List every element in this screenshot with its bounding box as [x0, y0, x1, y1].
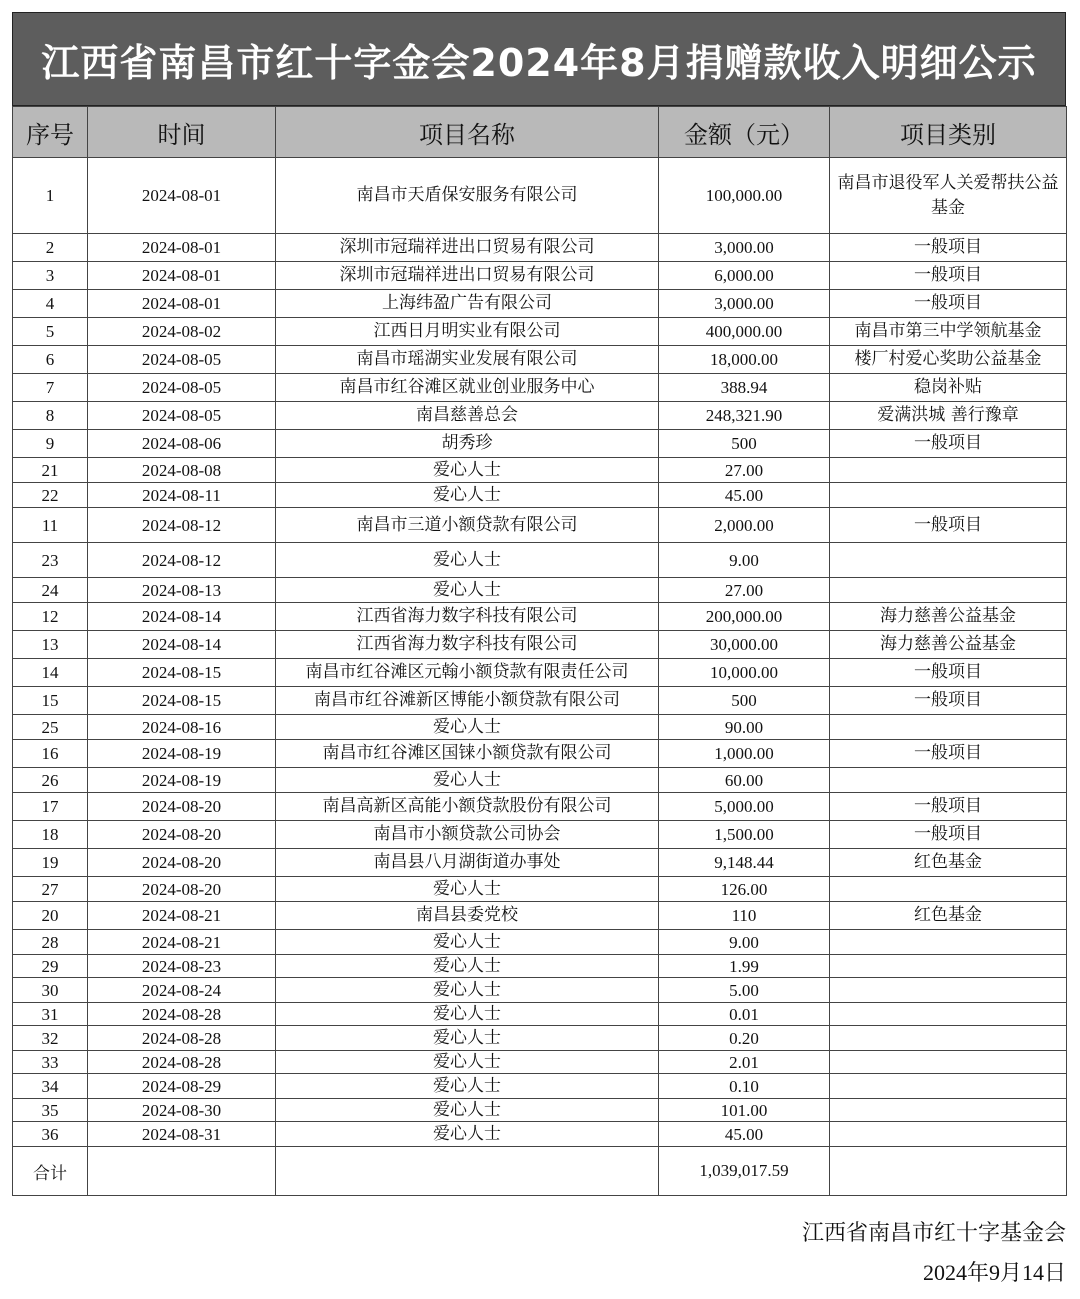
- cell-amount: 3,000.00: [659, 234, 830, 262]
- cell-amount: 5.00: [659, 978, 830, 1003]
- cell-seq: 25: [13, 715, 88, 740]
- cell-name: 南昌市小额贷款公司协会: [276, 821, 659, 849]
- donation-table: [12, 106, 1067, 1196]
- cell-amount: 110: [659, 902, 830, 930]
- cell-name: 爱心人士: [276, 483, 659, 508]
- table-row: [13, 631, 1067, 659]
- cell-category: 一般项目: [830, 234, 1067, 262]
- table-row: [13, 346, 1067, 374]
- table-row: [13, 158, 1067, 234]
- cell-seq: 35: [13, 1099, 88, 1122]
- cell-date: 2024-08-20: [88, 821, 276, 849]
- table-body: [13, 158, 1067, 1147]
- cell-seq: 4: [13, 290, 88, 318]
- cell-name: 爱心人士: [276, 1099, 659, 1122]
- table-row: [13, 793, 1067, 821]
- cell-name: 爱心人士: [276, 1074, 659, 1099]
- cell-category: 一般项目: [830, 262, 1067, 290]
- cell-seq: 14: [13, 659, 88, 687]
- table-row: [13, 849, 1067, 877]
- table-row: [13, 659, 1067, 687]
- cell-amount: 45.00: [659, 483, 830, 508]
- cell-seq: 20: [13, 902, 88, 930]
- cell-name: 南昌市红谷滩新区博能小额贷款有限公司: [276, 687, 659, 715]
- cell-date: 2024-08-28: [88, 1051, 276, 1074]
- cell-category: 海力慈善公益基金: [830, 603, 1067, 631]
- cell-amount: 5,000.00: [659, 793, 830, 821]
- cell-name: 深圳市冠瑞祥进出口贸易有限公司: [276, 234, 659, 262]
- cell-date: 2024-08-29: [88, 1074, 276, 1099]
- cell-name: 爱心人士: [276, 978, 659, 1003]
- cell-amount: 30,000.00: [659, 631, 830, 659]
- cell-amount: 200,000.00: [659, 603, 830, 631]
- cell-amount: 248,321.90: [659, 402, 830, 430]
- total-row: [13, 1147, 1067, 1196]
- table-row: [13, 687, 1067, 715]
- cell-category: [830, 543, 1067, 578]
- cell-seq: 12: [13, 603, 88, 631]
- cell-name: 南昌县委党校: [276, 902, 659, 930]
- cell-date: 2024-08-15: [88, 687, 276, 715]
- cell-seq: 19: [13, 849, 88, 877]
- table-row: [13, 877, 1067, 902]
- cell-name: 爱心人士: [276, 1003, 659, 1026]
- cell-date: 2024-08-01: [88, 158, 276, 234]
- cell-date: 2024-08-13: [88, 578, 276, 603]
- cell-name: 南昌市红谷滩区元翰小额贷款有限责任公司: [276, 659, 659, 687]
- cell-category: 一般项目: [830, 430, 1067, 458]
- cell-name: 爱心人士: [276, 543, 659, 578]
- page-title: 江西省南昌市红十字金会2024年8月捐赠款收入明细公示: [12, 12, 1066, 106]
- cell-amount: 1,000.00: [659, 740, 830, 768]
- cell-name: 江西省海力数字科技有限公司: [276, 603, 659, 631]
- cell-seq: 2: [13, 234, 88, 262]
- cell-name: 江西日月明实业有限公司: [276, 318, 659, 346]
- cell-category: 稳岗补贴: [830, 374, 1067, 402]
- table-row: [13, 262, 1067, 290]
- cell-seq: 6: [13, 346, 88, 374]
- cell-category: 海力慈善公益基金: [830, 631, 1067, 659]
- cell-date: 2024-08-05: [88, 374, 276, 402]
- cell-amount: 10,000.00: [659, 659, 830, 687]
- cell-amount: 100,000.00: [659, 158, 830, 234]
- cell-category: [830, 978, 1067, 1003]
- cell-category: [830, 578, 1067, 603]
- table-row: [13, 768, 1067, 793]
- cell-amount: 500: [659, 430, 830, 458]
- cell-amount: 1,500.00: [659, 821, 830, 849]
- table-row: [13, 902, 1067, 930]
- total-empty-date: [88, 1147, 276, 1196]
- cell-seq: 21: [13, 458, 88, 483]
- cell-seq: 16: [13, 740, 88, 768]
- cell-amount: 3,000.00: [659, 290, 830, 318]
- cell-date: 2024-08-06: [88, 430, 276, 458]
- header-category: 项目类别: [830, 107, 1067, 158]
- cell-amount: 27.00: [659, 458, 830, 483]
- cell-name: 上海纬盈广告有限公司: [276, 290, 659, 318]
- cell-date: 2024-08-01: [88, 262, 276, 290]
- table-row: [13, 715, 1067, 740]
- cell-date: 2024-08-24: [88, 978, 276, 1003]
- cell-date: 2024-08-21: [88, 902, 276, 930]
- table-row: [13, 578, 1067, 603]
- cell-seq: 15: [13, 687, 88, 715]
- table-row: [13, 430, 1067, 458]
- header-date: 时间: [88, 107, 276, 158]
- cell-date: 2024-08-12: [88, 508, 276, 543]
- table-row: [13, 1026, 1067, 1051]
- cell-seq: 29: [13, 955, 88, 978]
- cell-amount: 388.94: [659, 374, 830, 402]
- cell-name: 南昌高新区高能小额贷款股份有限公司: [276, 793, 659, 821]
- cell-seq: 33: [13, 1051, 88, 1074]
- cell-seq: 36: [13, 1122, 88, 1147]
- cell-seq: 5: [13, 318, 88, 346]
- cell-seq: 13: [13, 631, 88, 659]
- cell-category: 一般项目: [830, 659, 1067, 687]
- cell-name: 爱心人士: [276, 578, 659, 603]
- cell-name: 爱心人士: [276, 930, 659, 955]
- cell-amount: 500: [659, 687, 830, 715]
- cell-amount: 0.20: [659, 1026, 830, 1051]
- cell-name: 爱心人士: [276, 1122, 659, 1147]
- cell-category: 一般项目: [830, 687, 1067, 715]
- cell-date: 2024-08-12: [88, 543, 276, 578]
- table-row: [13, 1074, 1067, 1099]
- cell-name: 爱心人士: [276, 458, 659, 483]
- cell-date: 2024-08-16: [88, 715, 276, 740]
- cell-date: 2024-08-02: [88, 318, 276, 346]
- cell-name: 江西省海力数字科技有限公司: [276, 631, 659, 659]
- cell-name: 南昌市红谷滩区国铼小额贷款有限公司: [276, 740, 659, 768]
- table-row: [13, 483, 1067, 508]
- table-row: [13, 1051, 1067, 1074]
- table-row: [13, 290, 1067, 318]
- cell-date: 2024-08-19: [88, 768, 276, 793]
- cell-category: [830, 458, 1067, 483]
- table-row: [13, 821, 1067, 849]
- cell-category: 红色基金: [830, 902, 1067, 930]
- cell-date: 2024-08-05: [88, 346, 276, 374]
- cell-name: 南昌市天盾保安服务有限公司: [276, 158, 659, 234]
- table-row: [13, 508, 1067, 543]
- table-row: [13, 740, 1067, 768]
- cell-amount: 9.00: [659, 543, 830, 578]
- footer-organization: 江西省南昌市红十字基金会: [801, 1221, 1066, 1246]
- cell-amount: 60.00: [659, 768, 830, 793]
- cell-date: 2024-08-01: [88, 290, 276, 318]
- cell-category: [830, 1074, 1067, 1099]
- cell-category: [830, 1051, 1067, 1074]
- table-row: [13, 402, 1067, 430]
- cell-seq: 18: [13, 821, 88, 849]
- cell-seq: 23: [13, 543, 88, 578]
- cell-amount: 126.00: [659, 877, 830, 902]
- cell-seq: 28: [13, 930, 88, 955]
- cell-amount: 27.00: [659, 578, 830, 603]
- cell-date: 2024-08-20: [88, 849, 276, 877]
- cell-category: [830, 768, 1067, 793]
- cell-seq: 22: [13, 483, 88, 508]
- cell-name: 南昌慈善总会: [276, 402, 659, 430]
- header-name: 项目名称: [276, 107, 659, 158]
- cell-amount: 2,000.00: [659, 508, 830, 543]
- header-amount: 金额（元）: [659, 107, 830, 158]
- cell-category: 南昌市第三中学领航基金: [830, 318, 1067, 346]
- cell-seq: 26: [13, 768, 88, 793]
- cell-date: 2024-08-11: [88, 483, 276, 508]
- cell-category: 楼厂村爱心奖助公益基金: [830, 346, 1067, 374]
- cell-seq: 1: [13, 158, 88, 234]
- cell-date: 2024-08-20: [88, 793, 276, 821]
- cell-date: 2024-08-28: [88, 1003, 276, 1026]
- cell-date: 2024-08-14: [88, 603, 276, 631]
- cell-name: 爱心人士: [276, 768, 659, 793]
- cell-date: 2024-08-19: [88, 740, 276, 768]
- cell-date: 2024-08-14: [88, 631, 276, 659]
- cell-seq: 7: [13, 374, 88, 402]
- cell-amount: 9,148.44: [659, 849, 830, 877]
- cell-name: 南昌市瑶湖实业发展有限公司: [276, 346, 659, 374]
- cell-date: 2024-08-20: [88, 877, 276, 902]
- total-amount: 1,039,017.59: [659, 1147, 830, 1196]
- cell-category: 红色基金: [830, 849, 1067, 877]
- cell-date: 2024-08-15: [88, 659, 276, 687]
- table-row: [13, 1122, 1067, 1147]
- cell-seq: 11: [13, 508, 88, 543]
- table-row: [13, 1099, 1067, 1122]
- cell-name: 爱心人士: [276, 955, 659, 978]
- cell-category: [830, 930, 1067, 955]
- cell-seq: 31: [13, 1003, 88, 1026]
- table-row: [13, 978, 1067, 1003]
- cell-amount: 6,000.00: [659, 262, 830, 290]
- cell-name: 爱心人士: [276, 715, 659, 740]
- cell-date: 2024-08-05: [88, 402, 276, 430]
- cell-seq: 32: [13, 1026, 88, 1051]
- cell-seq: 30: [13, 978, 88, 1003]
- cell-category: [830, 1122, 1067, 1147]
- cell-category: 一般项目: [830, 508, 1067, 543]
- table-row: [13, 930, 1067, 955]
- cell-category: [830, 955, 1067, 978]
- cell-amount: 101.00: [659, 1099, 830, 1122]
- cell-seq: 8: [13, 402, 88, 430]
- cell-category: [830, 483, 1067, 508]
- cell-category: 一般项目: [830, 290, 1067, 318]
- cell-category: 一般项目: [830, 821, 1067, 849]
- cell-amount: 2.01: [659, 1051, 830, 1074]
- cell-seq: 24: [13, 578, 88, 603]
- cell-date: 2024-08-01: [88, 234, 276, 262]
- document: [12, 12, 1066, 1196]
- cell-category: [830, 877, 1067, 902]
- table-header-row: [13, 107, 1067, 158]
- cell-name: 胡秀珍: [276, 430, 659, 458]
- cell-category: 南昌市退役军人关爱帮扶公益基金: [830, 158, 1067, 234]
- cell-seq: 17: [13, 793, 88, 821]
- cell-seq: 34: [13, 1074, 88, 1099]
- cell-category: [830, 1026, 1067, 1051]
- table-row: [13, 318, 1067, 346]
- cell-name: 南昌县八月湖街道办事处: [276, 849, 659, 877]
- table-row: [13, 458, 1067, 483]
- cell-seq: 3: [13, 262, 88, 290]
- cell-name: 深圳市冠瑞祥进出口贸易有限公司: [276, 262, 659, 290]
- cell-amount: 0.10: [659, 1074, 830, 1099]
- header-seq: 序号: [13, 107, 88, 158]
- cell-amount: 18,000.00: [659, 346, 830, 374]
- cell-date: 2024-08-28: [88, 1026, 276, 1051]
- cell-category: 一般项目: [830, 740, 1067, 768]
- cell-name: 爱心人士: [276, 877, 659, 902]
- cell-date: 2024-08-21: [88, 930, 276, 955]
- cell-date: 2024-08-31: [88, 1122, 276, 1147]
- cell-date: 2024-08-23: [88, 955, 276, 978]
- cell-category: [830, 1003, 1067, 1026]
- cell-name: 南昌市三道小额贷款有限公司: [276, 508, 659, 543]
- cell-amount: 90.00: [659, 715, 830, 740]
- cell-seq: 9: [13, 430, 88, 458]
- cell-category: 爱满洪城 善行豫章: [830, 402, 1067, 430]
- cell-category: [830, 1099, 1067, 1122]
- cell-amount: 1.99: [659, 955, 830, 978]
- cell-seq: 27: [13, 877, 88, 902]
- cell-amount: 9.00: [659, 930, 830, 955]
- table-row: [13, 234, 1067, 262]
- table-row: [13, 543, 1067, 578]
- cell-category: 一般项目: [830, 793, 1067, 821]
- table-row: [13, 955, 1067, 978]
- footer-date: 2024年9月14日: [922, 1260, 1066, 1285]
- cell-amount: 400,000.00: [659, 318, 830, 346]
- table-row: [13, 374, 1067, 402]
- cell-category: [830, 715, 1067, 740]
- cell-name: 爱心人士: [276, 1026, 659, 1051]
- cell-name: 爱心人士: [276, 1051, 659, 1074]
- cell-amount: 0.01: [659, 1003, 830, 1026]
- cell-date: 2024-08-08: [88, 458, 276, 483]
- total-empty-name: [276, 1147, 659, 1196]
- cell-name: 南昌市红谷滩区就业创业服务中心: [276, 374, 659, 402]
- cell-date: 2024-08-30: [88, 1099, 276, 1122]
- cell-amount: 45.00: [659, 1122, 830, 1147]
- total-label: 合计: [13, 1147, 88, 1196]
- total-empty-category: [830, 1147, 1067, 1196]
- table-row: [13, 1003, 1067, 1026]
- table-row: [13, 603, 1067, 631]
